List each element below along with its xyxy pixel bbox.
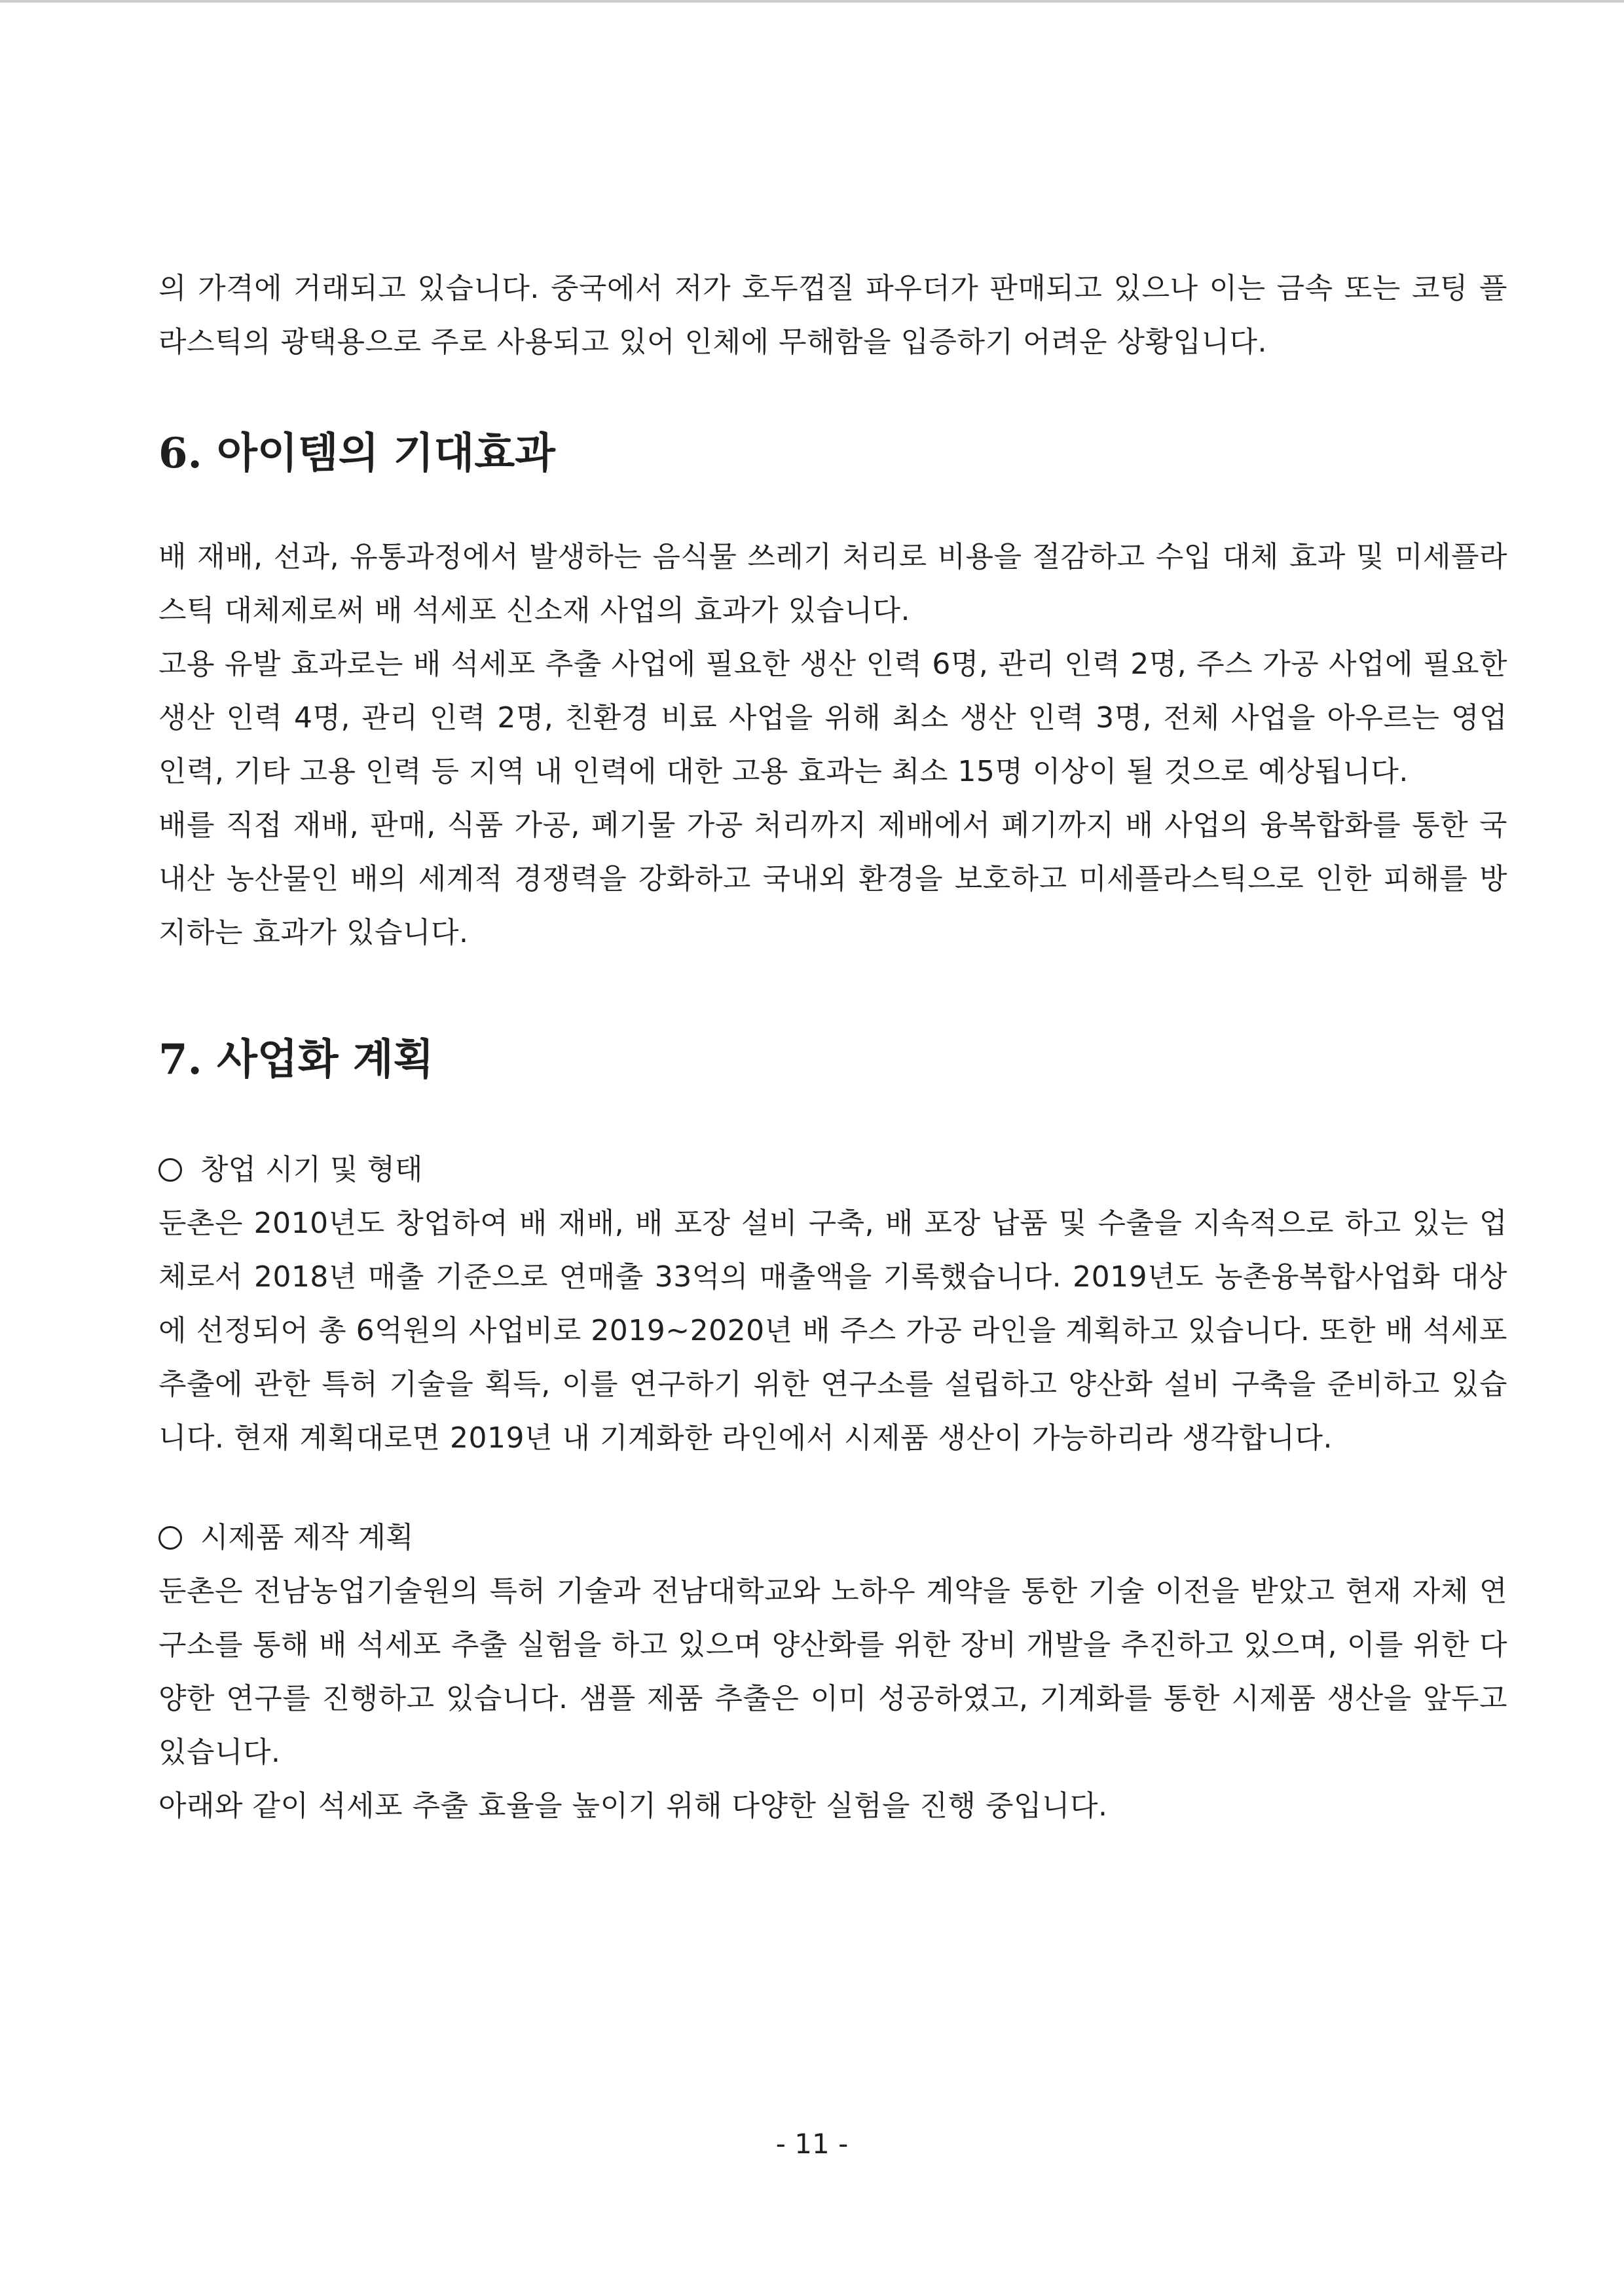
subsection-2-paragraph-2: 아래와 같이 석세포 추출 효율을 높이기 위해 다양한 실험을 진행 중입니다.: [158, 1789, 1108, 1823]
subsection-1-label: 창업 시기 및 형태: [200, 1153, 423, 1186]
circle-bullet-icon: [158, 1158, 182, 1182]
section-7-heading: 7. 사업화 계획: [158, 1035, 434, 1084]
scan-edge-line: [0, 0, 1624, 3]
spacer: [158, 1465, 1507, 1511]
intro-paragraph: 의 가격에 거래되고 있습니다. 중국에서 저가 호두껍질 파우더가 판매되고 있으나 이는 금속 또는 코팅 플라스틱의 광택용으로 주로 사용되고 있어 인체에 무해함을 입증하기 어려운 상황입니다.: [158, 272, 1507, 359]
subsection-2-heading: [158, 1511, 1507, 1565]
circle-bullet-icon: [158, 1526, 182, 1550]
section-6-heading: 6. 아이템의 기대효과: [158, 429, 555, 478]
section-6-paragraph-3: 배를 직접 재배, 판매, 식품 가공, 폐기물 가공 처리까지 제배에서 폐기까지 배 사업의 융복합화를 통한 국내산 농산물인 배의 세계적 경쟁력을 강화하고 국내외 환경을 보호하고 미세플라스틱으로 인한 피해를 방지하는 효과가 있습니다.: [158, 809, 1507, 949]
subsection-2-paragraph: 둔촌은 전남농업기술원의 특허 기술과 전남대학교와 노하우 계약을 통한 기술 이전을 받았고 현재 자체 연구소를 통해 배 석세포 추출 실험을 하고 있으며 양산화를 위한 장비 개발을 추진하고 있으며, 이를 위한 다양한 연구를 진행하고 있습니다. 샘플 제품 추출은 이미 성공하였고, 기계화를 통한 시제품 생산을 앞두고 있습니다.: [158, 1575, 1507, 1769]
subsection-1-heading: [158, 1143, 1507, 1197]
document-page: [158, 262, 1507, 1833]
subsection-1-paragraph: 둔촌은 2010년도 창업하여 배 재배, 배 포장 설비 구축, 배 포장 납품 및 수출을 지속적으로 하고 있는 업체로서 2018년 매출 기준으로 연매출 33억의 매출액을 기록했습니다. 2019년도 농촌융복합사업화 대상에 선정되어 총 6억원의 사업비로 2019~2020년 배 주스 가공 라인을 계획하고 있습니다. 또한 배 석세포 추출에 관한 특허 기술을 획득, 이를 연구하기 위한 연구소를 설립하고 양산화 설비 구축을 준비하고 있습니다. 현재 계획대로면 2019년 내 기계화한 라인에서 시제품 생산이 가능하리라 생각합니다.: [158, 1207, 1508, 1455]
page-number: - 11 -: [775, 2128, 849, 2160]
section-6-paragraph-2: 고용 유발 효과로는 배 석세포 추출 사업에 필요한 생산 인력 6명, 관리 인력 2명, 주스 가공 사업에 필요한 생산 인력 4명, 관리 인력 2명, 친환경 비료 사업을 위해 최소 생산 인력 3명, 전체 사업을 아우르는 영업 인력, 기타 고용 인력 등 지역 내 인력에 대한 고용 효과는 최소 15명 이상이 될 것으로 예상됩니다.: [158, 647, 1507, 788]
subsection-2-label: 시제품 제작 계획: [200, 1521, 414, 1554]
section-6-paragraph-1: 배 재배, 선과, 유통과정에서 발생하는 음식물 쓰레기 처리로 비용을 절감하고 수입 대체 효과 및 미세플라스틱 대체제로써 배 석세포 신소재 사업의 효과가 있습니다.: [158, 540, 1507, 627]
